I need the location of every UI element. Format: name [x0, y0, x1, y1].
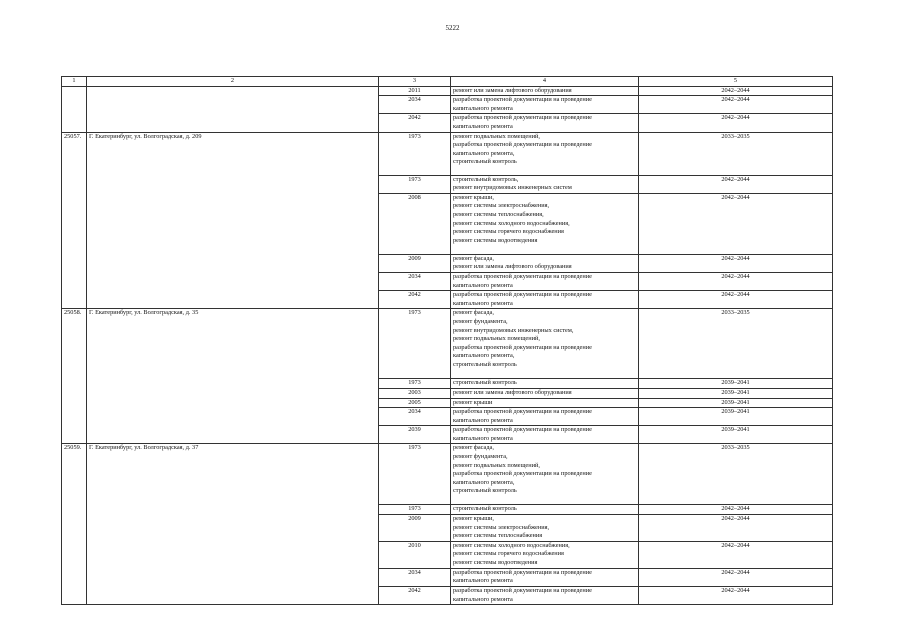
period-cell: 2042–2044	[639, 114, 833, 132]
work-item: строительный контроль	[453, 379, 517, 387]
work-item: ремонт подвальных помещений,	[453, 132, 540, 140]
work-item: разработка проектной документации на проведение	[453, 291, 592, 299]
works-cell	[451, 505, 639, 515]
year-cell: 2034	[379, 96, 451, 114]
work-item: ремонт внутридомовых инженерных систем,	[453, 326, 574, 334]
column-header: 3	[379, 77, 451, 87]
work-item: капитального ремонта	[453, 122, 513, 130]
year-cell: 2009	[379, 254, 451, 272]
work-item: капитального ремонта	[453, 434, 513, 442]
period-cell: 2042–2044	[639, 291, 833, 309]
column-header: 2	[87, 77, 379, 87]
year-cell: 2034	[379, 568, 451, 586]
work-item: строительный контроль,	[453, 175, 519, 183]
works-cell	[451, 408, 639, 426]
work-item: ремонт подвальных помещений,	[453, 335, 540, 343]
work-item: разработка проектной документации на проведение	[453, 470, 592, 478]
object-address: Г. Екатеринбург, ул. Волгоградская, д. 35	[87, 309, 379, 444]
year-cell: 2034	[379, 272, 451, 290]
work-item: капитального ремонта	[453, 577, 513, 585]
work-item: ремонт фундамента,	[453, 317, 508, 325]
year-cell: 2039	[379, 426, 451, 444]
period-cell: 2039–2041	[639, 426, 833, 444]
works-cell	[451, 541, 639, 568]
year-cell: 2011	[379, 86, 451, 96]
work-item: разработка проектной документации на проведение	[453, 587, 592, 595]
work-item: ремонт фасада,	[453, 444, 494, 452]
work-item: ремонт фасада,	[453, 254, 494, 262]
work-item: капитального ремонта	[453, 281, 513, 289]
table-row	[62, 132, 833, 175]
works-cell	[451, 272, 639, 290]
object-number	[62, 86, 87, 132]
work-item: капитального ремонта,	[453, 478, 515, 486]
column-header: 1	[62, 77, 87, 87]
work-item: ремонт системы электроснабжения,	[453, 202, 550, 210]
work-item: ремонт подвальных помещений,	[453, 461, 540, 469]
work-item: строительный контроль	[453, 487, 517, 495]
period-cell: 2039–2041	[639, 388, 833, 398]
work-item: строительный контроль	[453, 360, 517, 368]
work-item: ремонт или замена лифтового оборудования	[453, 388, 572, 396]
work-item: ремонт системы водоотведения	[453, 559, 538, 567]
year-cell: 1973	[379, 505, 451, 515]
works-cell	[451, 426, 639, 444]
year-cell: 2034	[379, 408, 451, 426]
works-cell	[451, 254, 639, 272]
period-cell: 2042–2044	[639, 541, 833, 568]
page-number: 5222	[445, 24, 460, 32]
year-cell: 2042	[379, 291, 451, 309]
table-row	[62, 309, 833, 379]
year-cell: 2008	[379, 193, 451, 254]
period-cell: 2042–2044	[639, 272, 833, 290]
period-cell: 2042–2044	[639, 254, 833, 272]
repair-schedule-table	[61, 76, 833, 605]
work-item: ремонт системы водоотведения	[453, 236, 538, 244]
work-item: ремонт или замена лифтового оборудования	[453, 86, 572, 94]
period-cell: 2033–2035	[639, 132, 833, 175]
period-cell: 2033–2035	[639, 309, 833, 379]
table-body	[62, 86, 833, 605]
work-item: ремонт крыши,	[453, 515, 495, 523]
work-item: разработка проектной документации на проведение	[453, 96, 592, 104]
work-item: ремонт системы горячего водоснабжения	[453, 228, 564, 236]
work-item: разработка проектной документации на проведение	[453, 568, 592, 576]
column-header: 4	[451, 77, 639, 87]
year-cell: 2010	[379, 541, 451, 568]
period-cell: 2039–2041	[639, 398, 833, 408]
work-item: разработка проектной документации на проведение	[453, 141, 592, 149]
object-number: 25059.	[62, 444, 87, 605]
work-item: капитального ремонта	[453, 104, 513, 112]
work-item: разработка проектной документации на проведение	[453, 408, 592, 416]
works-cell	[451, 86, 639, 96]
object-address: Г. Екатеринбург, ул. Волгоградская, д. 209	[87, 132, 379, 309]
year-cell: 1973	[379, 444, 451, 505]
work-item: разработка проектной документации на проведение	[453, 272, 592, 280]
work-item: ремонт системы горячего водоснабжения	[453, 550, 564, 558]
work-item: капитального ремонта	[453, 595, 513, 603]
period-cell: 2042–2044	[639, 568, 833, 586]
work-item: капитального ремонта	[453, 299, 513, 307]
work-item: ремонт системы теплоснабжения,	[453, 210, 544, 218]
works-cell	[451, 398, 639, 408]
work-item: ремонт системы электроснабжения,	[453, 523, 550, 531]
year-cell: 2042	[379, 587, 451, 605]
works-cell	[451, 193, 639, 254]
year-cell: 2005	[379, 398, 451, 408]
work-item: ремонт внутридомовых инженерных систем	[453, 184, 572, 192]
works-cell	[451, 379, 639, 389]
work-item: ремонт системы холодного водоснабжения,	[453, 541, 570, 549]
work-item: разработка проектной документации на проведение	[453, 426, 592, 434]
period-cell: 2039–2041	[639, 408, 833, 426]
work-item: капитального ремонта,	[453, 149, 515, 157]
table-row	[62, 86, 833, 96]
year-cell: 1973	[379, 132, 451, 175]
work-item: строительный контроль	[453, 158, 517, 166]
works-cell	[451, 444, 639, 505]
works-cell	[451, 175, 639, 193]
work-item: ремонт крыши	[453, 398, 493, 406]
table-header-row	[62, 77, 833, 87]
year-cell: 1973	[379, 379, 451, 389]
period-cell: 2042–2044	[639, 86, 833, 96]
work-item: разработка проектной документации на проведение	[453, 114, 592, 122]
work-item: капитального ремонта,	[453, 352, 515, 360]
period-cell: 2042–2044	[639, 587, 833, 605]
object-number: 25058.	[62, 309, 87, 444]
object-number: 25057.	[62, 132, 87, 309]
works-cell	[451, 132, 639, 175]
year-cell: 2009	[379, 515, 451, 542]
works-cell	[451, 515, 639, 542]
work-item: ремонт фундамента,	[453, 453, 508, 461]
period-cell: 2039–2041	[639, 379, 833, 389]
work-item: ремонт или замена лифтового оборудования	[453, 263, 572, 271]
work-item: ремонт системы теплоснабжения	[453, 532, 543, 540]
works-cell	[451, 291, 639, 309]
works-cell	[451, 309, 639, 379]
work-item: строительный контроль	[453, 505, 517, 513]
period-cell: 2033–2035	[639, 444, 833, 505]
table-row	[62, 444, 833, 505]
works-cell	[451, 388, 639, 398]
works-cell	[451, 568, 639, 586]
year-cell: 1973	[379, 175, 451, 193]
work-item: ремонт фасада,	[453, 309, 494, 317]
object-address: Г. Екатеринбург, ул. Волгоградская, д. 37	[87, 444, 379, 605]
period-cell: 2042–2044	[639, 505, 833, 515]
work-item: капитального ремонта	[453, 416, 513, 424]
works-cell	[451, 587, 639, 605]
work-item: ремонт крыши,	[453, 193, 495, 201]
year-cell: 2042	[379, 114, 451, 132]
year-cell: 1973	[379, 309, 451, 379]
year-cell: 2003	[379, 388, 451, 398]
period-cell: 2042–2044	[639, 193, 833, 254]
column-header: 5	[639, 77, 833, 87]
work-item: разработка проектной документации на проведение	[453, 343, 592, 351]
works-cell	[451, 96, 639, 114]
period-cell: 2042–2044	[639, 515, 833, 542]
work-item: ремонт системы холодного водоснабжения,	[453, 219, 570, 227]
period-cell: 2042–2044	[639, 175, 833, 193]
period-cell: 2042–2044	[639, 96, 833, 114]
object-address	[87, 86, 379, 132]
works-cell	[451, 114, 639, 132]
